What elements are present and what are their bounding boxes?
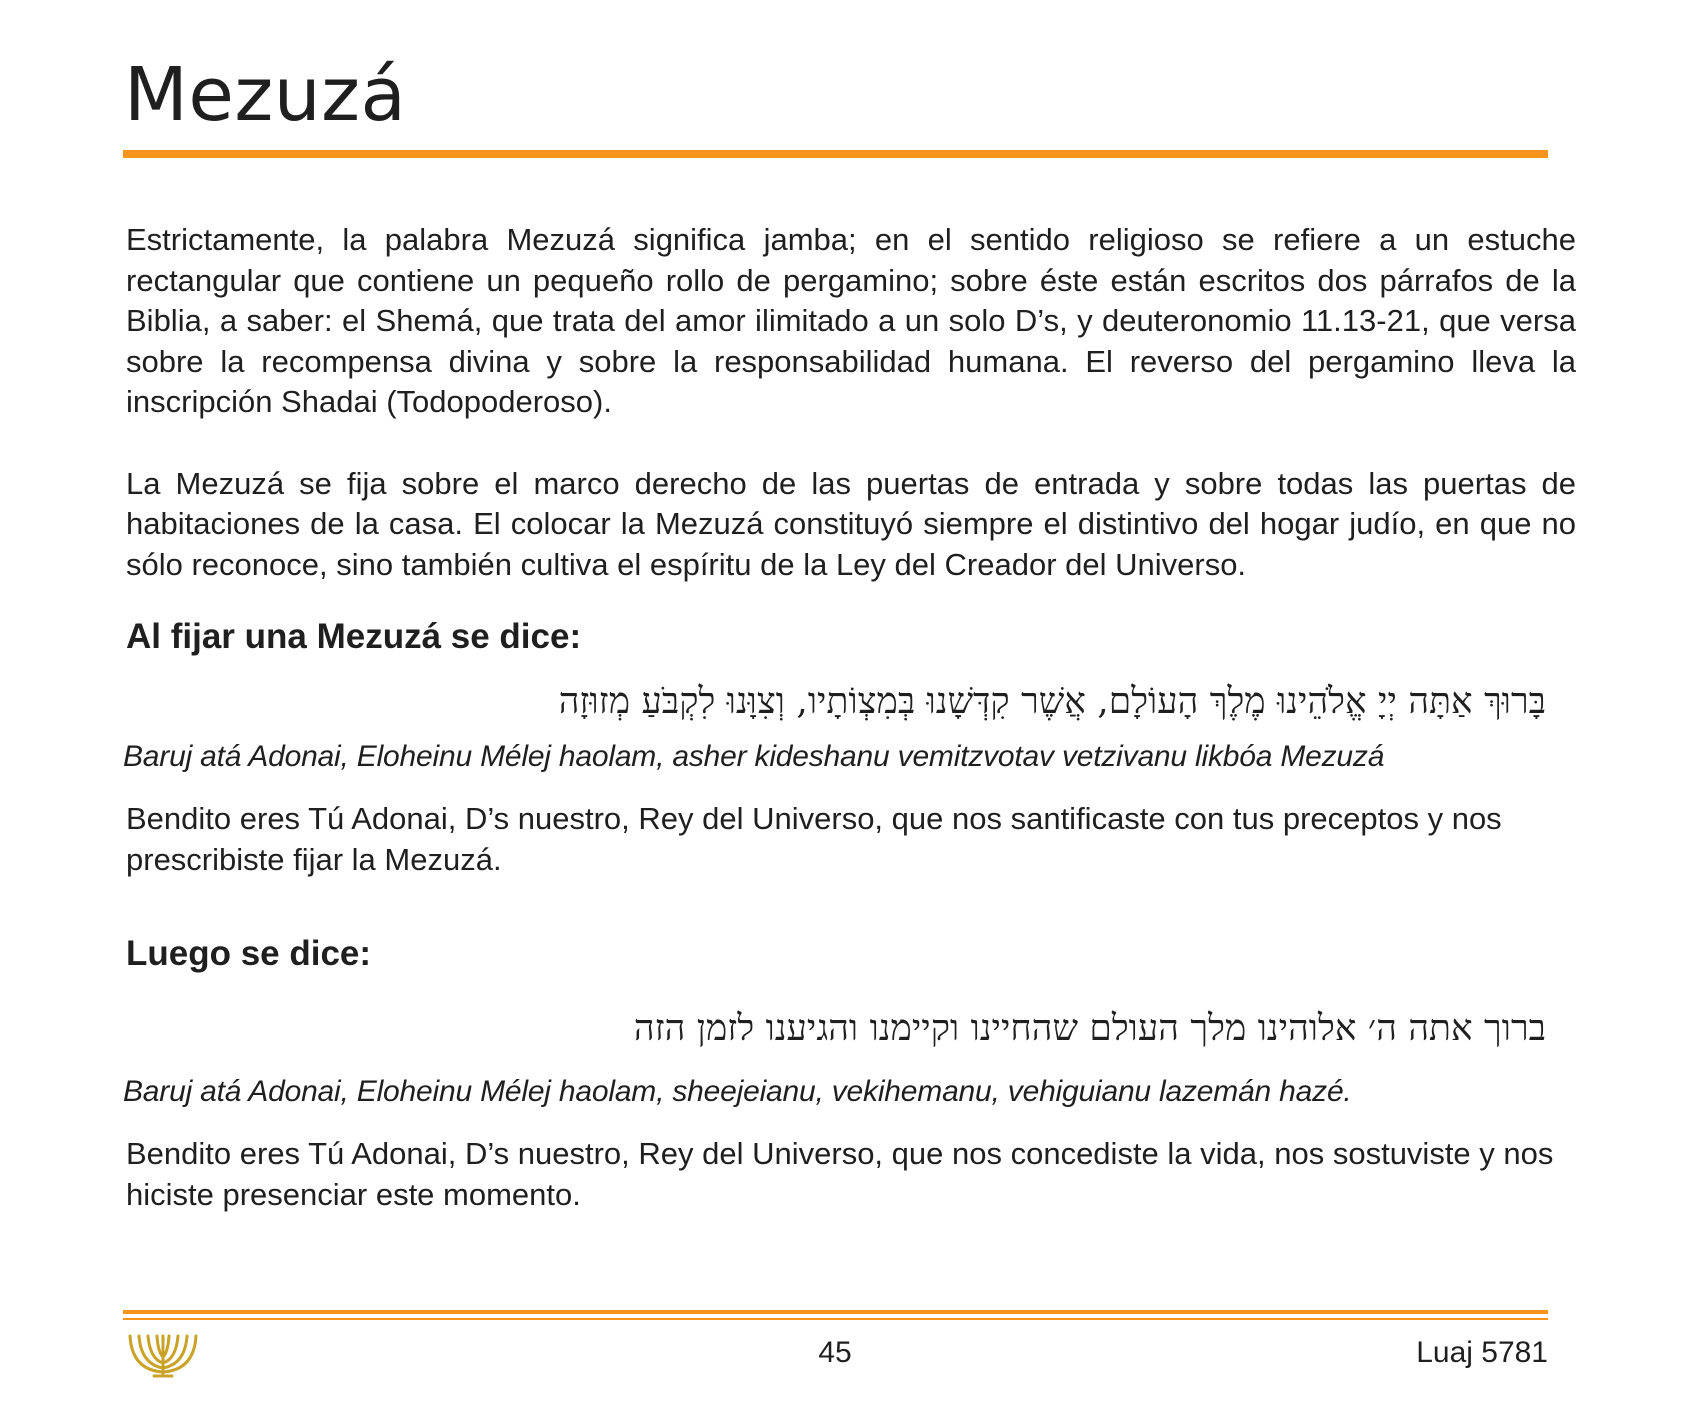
translation-fixing: Bendito eres Tú Adonai, D’s nuestro, Rey del Universo, que nos santificaste con tus preceptos y nos prescribiste fijar la Mezuzá. <box>126 801 1502 877</box>
transliteration-fixing: Baruj atá Adonai, Eloheinu Mélej haolam, asher kideshanu vemitzvotav vetzivanu likbóa Mezuzá <box>123 740 1385 773</box>
content-body <box>123 220 1576 1215</box>
page-title: Mezuzá <box>124 52 407 138</box>
transliteration-shehecheyanu: Baruj atá Adonai, Eloheinu Mélej haolam, sheejeianu, vekihemanu, vehiguianu lazemán hazé. <box>123 1075 1352 1108</box>
intro-paragraph-2: La Mezuzá se fija sobre el marco derecho de las puertas de entrada y sobre todas las puertas de habitaciones de la casa. El colocar la Mezuzá constituyó siempre el distintivo del hogar judío, en que no sólo reconoce, sino también cultiva el espíritu de la Ley del Creador del Universo. <box>126 465 1576 582</box>
title-underline <box>123 150 1548 158</box>
footer-rule-top <box>123 1310 1548 1314</box>
hebrew-blessing-fixing: בָּרוּךְ אַתָּה יְיָ אֱלֹהֵינוּ מֶלֶךְ הָעוֹלָם, אֲשֶׁר קִדְּשָׁנוּ בְּמִצְוֹתָיו, וְצִוָּנוּ לִקְבֹּעַ מְזוּזָה <box>558 681 1546 722</box>
hebrew-blessing-shehecheyanu: ברוך אתה ה׳ אלוהינו מלך העולם שהחיינו וקיימנו והגיענו לזמן הזה <box>633 1008 1546 1049</box>
footer-rule-bottom <box>123 1318 1548 1320</box>
section-heading-fixing: Al fijar una Mezuzá se dice: <box>126 617 582 656</box>
section-heading-then: Luego se dice: <box>126 934 372 973</box>
translation-shehecheyanu: Bendito eres Tú Adonai, D’s nuestro, Rey del Universo, que nos concediste la vida, nos sostuviste y nos hiciste presenciar este momento. <box>126 1136 1554 1212</box>
intro-paragraph-1: Estrictamente, la palabra Mezuzá significa jamba; en el sentido religioso se refiere a un estuche rectangular que contiene un pequeño rollo de pergamino; sobre éste están escritos dos párrafos de la Biblia, a saber: el Shemá, que trata del amor ilimitado a un solo D’s, y deuteronomio 11.13-21, que versa sobre la recompensa divina y sobre la responsabilidad humana. El reverso del pergamino lleva la inscripción Shadai (Todopoderoso). <box>126 222 1576 419</box>
page-number: 45 <box>818 1336 852 1369</box>
menorah-logo-icon <box>126 1332 200 1378</box>
publication-label: Luaj 5781 <box>1416 1336 1548 1369</box>
